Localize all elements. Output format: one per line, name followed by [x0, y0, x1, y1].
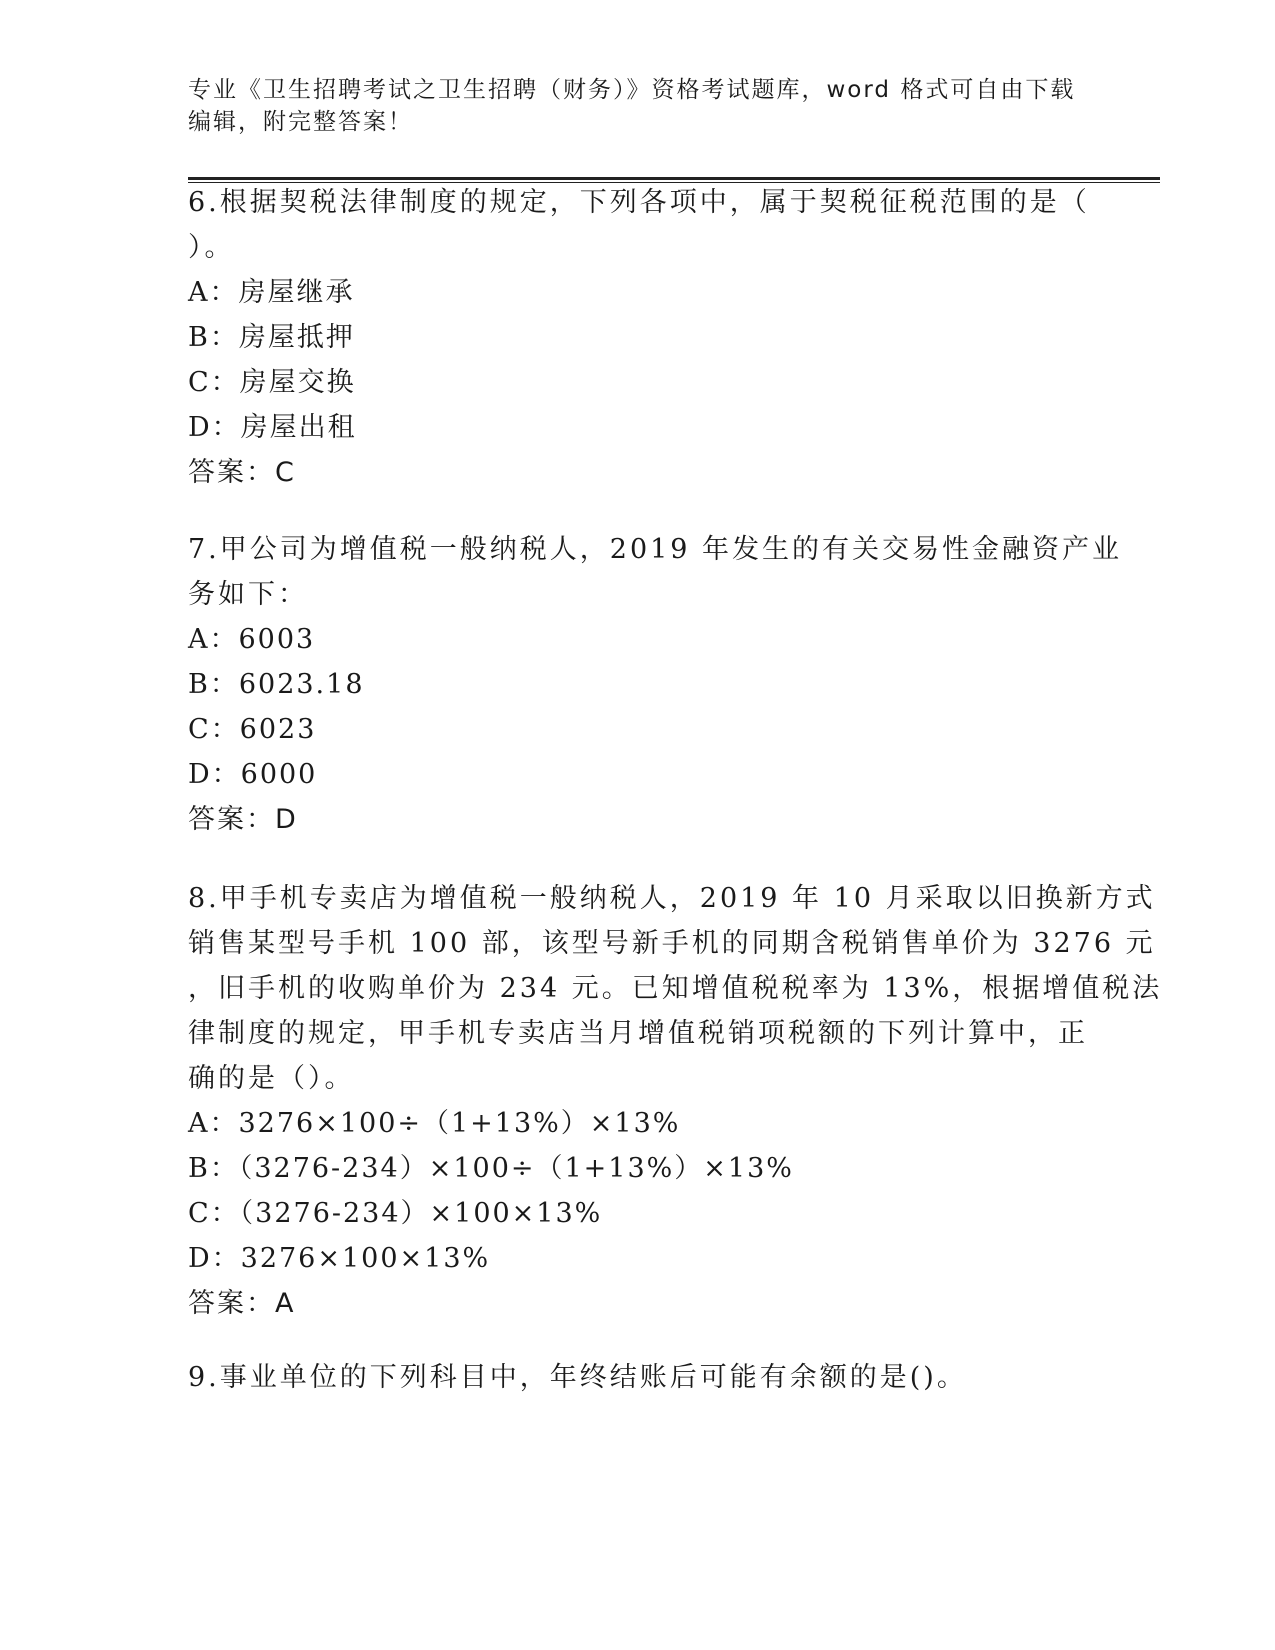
header-line-2: 编辑，附完整答案！ [188, 109, 413, 135]
question-8 [188, 876, 1163, 1326]
option-c: C：房屋交换 [188, 367, 356, 398]
question-stem [188, 180, 1088, 270]
question-stem [188, 1355, 1088, 1400]
option-b: B：6023.18 [188, 669, 365, 700]
answer: 答案：D [188, 804, 298, 835]
question-6 [188, 180, 1088, 495]
header-line-1: 专业《卫生招聘考试之卫生招聘（财务）》资格考试题库，word 格式可自由下载 [188, 77, 1076, 103]
stem-line: 6.根据契税法律制度的规定，下列各项中，属于契税征税范围的是（ [188, 187, 1090, 218]
stem-line: 确的是（）。 [188, 1063, 355, 1094]
stem-line: 律制度的规定，甲手机专卖店当月增值税销项税额的下列计算中，正 [188, 1018, 1088, 1049]
option-c: C：（3276-234）×100×13% [188, 1198, 603, 1229]
option-d: D：6000 [188, 759, 318, 790]
option-c: C：6023 [188, 714, 317, 745]
question-stem [188, 527, 1123, 617]
stem-line: ）。 [188, 232, 235, 263]
document-header [188, 74, 1076, 138]
question-9 [188, 1355, 1088, 1400]
option-a: A：房屋继承 [188, 277, 355, 308]
answer: 答案：C [188, 457, 296, 488]
stem-line: 销售某型号手机 100 部，该型号新手机的同期含税销售单价为 3276 元 [188, 928, 1156, 959]
answer: 答案：A [188, 1288, 296, 1319]
question-7 [188, 527, 1123, 842]
option-d: D：房屋出租 [188, 412, 357, 443]
option-b: B：房屋抵押 [188, 322, 355, 353]
option-a: A：3276×100÷（1+13%）×13% [188, 1108, 681, 1139]
question-stem [188, 876, 1163, 1101]
option-d: D：3276×100×13% [188, 1243, 491, 1274]
stem-line: 9.事业单位的下列科目中，年终结账后可能有余额的是()。 [188, 1362, 967, 1393]
option-b: B：（3276-234）×100÷（1+13%）×13% [188, 1153, 794, 1184]
stem-line: 7.甲公司为增值税一般纳税人，2019 年发生的有关交易性金融资产业 [188, 534, 1123, 565]
stem-line: ，旧手机的收购单价为 234 元。已知增值税税率为 13%，根据增值税法 [188, 973, 1163, 1004]
stem-line: 8.甲手机专卖店为增值税一般纳税人，2019 年 10 月采取以旧换新方式 [188, 883, 1156, 914]
stem-line: 务如下： [188, 579, 308, 610]
option-a: A：6003 [188, 624, 316, 655]
